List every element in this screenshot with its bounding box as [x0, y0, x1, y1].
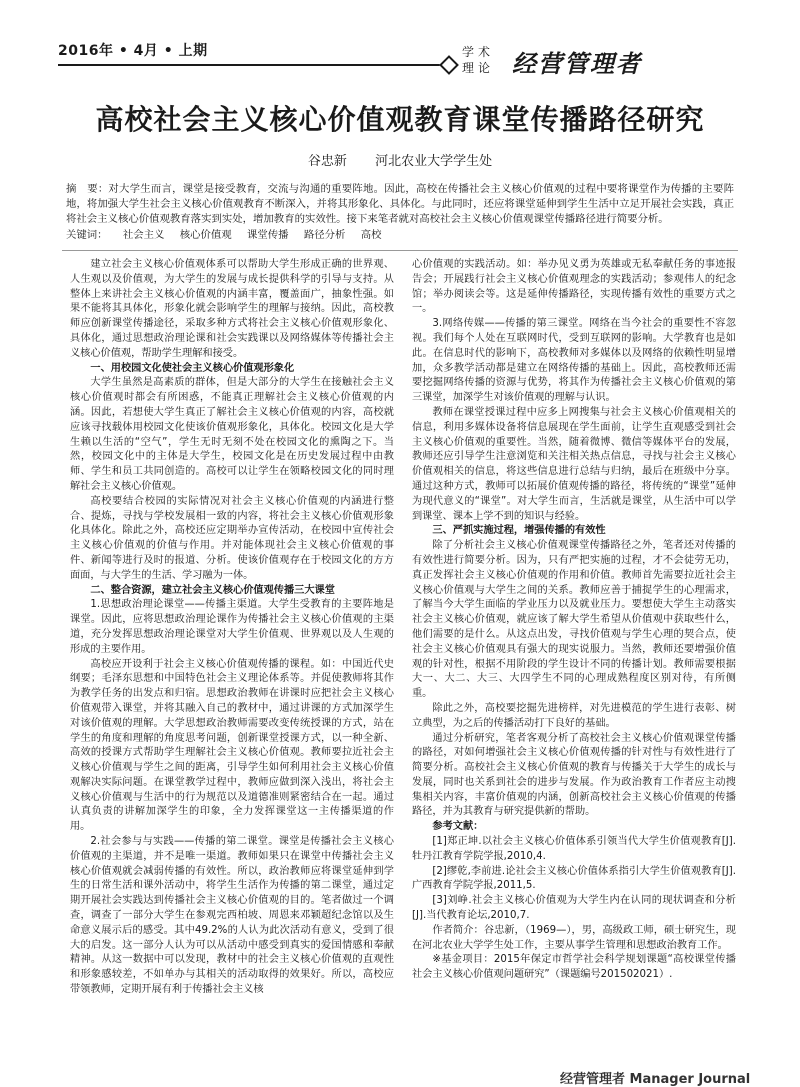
paragraph: 除此之外，高校要挖掘先进榜样，对先进模范的学生进行表彰、树立典型，为之后的传播活动打下良好的基础。: [412, 702, 736, 729]
keywords: [66, 228, 734, 243]
section-heading: 三、严抓实施过程，增强传播的有效性: [432, 525, 606, 537]
paragraph: 2.社会参与与实践——传播的第二课堂。课堂是传播社会主义核心价值观的主渠道，并不是唯一渠道。教师如果只在课堂中传播社会主义核心价值观就会减弱传播的有效性。所以，政治教师应将课堂延伸到学生的日常生活和课外活动中，将学生生活作为传播的第二课堂，通过定期开展社会实践达到传播社会主义核心价值观的目的。笔者做过一个调查，调查了一部分大学生在参观完西柏坡、周恩来邓颖超纪念馆以及生命意义展示后的感受。其中49.2%的人认为此次活动有意义，受到了很大的启发。这一部分人认为可以从活动中感受到真实的爱国情感和奉献精神。从这一数据中可以发现，教材中的社会主义核心价值观的直观性和形象感较差，不如单办与其相关的活动取得的效果好。所以，高校应带领教师，定期开展有利于传播社会主义核: [70, 836, 394, 996]
paragraph: 3.网络传媒——传播的第三课堂。网络在当今社会的重要性不容忽视。我们每个人处在互联网时代，受到互联网的影响。大学教育也是如此。在信息时代的影响下，高校教师对多媒体以及网络的依赖性明显增加，众多教学活动都是建立在网络传播的基础上。因此，高校教师还需要挖掘网络传播的资源与优势，将其作为传播社会主义核心价值观的第三课堂，加深学生对该价值观的理解与认识。: [412, 318, 736, 404]
body-column-left: [70, 258, 394, 998]
reference-item: [3]刘峥.社会主义核心价值观为大学生内在认同的现状调查和分析[J].当代教育论坛,2010,7.: [412, 895, 736, 922]
paragraph: 建立社会主义核心价值观体系可以帮助大学生形成正确的世界观、人生观以及价值观，为大学生的发展与成长提供科学的引导与支持。从整体上来讲社会主义核心价值观的内涵丰富，覆盖面广，抽象性强。如果不能将其具体化，形象化就会影响学生的理解与接纳。因此，高校教师应创新课堂传播途径，采取多种方式将社会主义核心价值观形象化、具体化，通过思想政治理论课和社会实践课以及网络媒体等传播社会主义核心价值观，帮助学生理解和接受。: [70, 259, 394, 359]
funding-note: ※基金项目：2015年保定市哲学社会科学规划课题“高校课堂传播社会主义核心价值观问题研究”（课题编号201502021）.: [412, 954, 736, 981]
section-heading: 一、用校园文化使社会主义核心价值观形象化: [90, 362, 295, 374]
paragraph: 高校要结合校园的实际情况对社会主义核心价值观的内涵进行整合、提炼，寻找与学校发展相一致的内容，将社会主义核心价值观形象化具体化。除此之外，高校还应定期举办宣传活动，在校园中宣传社会主义核心价值观的价值与作用。并对能体现社会主义核心价值观的事件、新闻等进行及时的报道、分析。使该价值观存在于校园文化的方方面面，与大学生的生活、学习融为一体。: [70, 495, 394, 581]
reference-item: [2]缪乾,李前进.论社会主义核心价值体系指引大学生价值观教育[J].广西教育学院学报,2011,5.: [412, 865, 736, 892]
paragraph: 1.思想政治理论课堂——传播主渠道。大学生受教育的主要阵地是课堂。因此，应将思想政治理论课作为传播社会主义核心价值观的主渠道，充分发挥思想政治理论课堂对大学生价值观、世界观以及人生观的形成的主要作用。: [70, 599, 394, 655]
author-affiliation: 河北农业大学学生处: [375, 154, 493, 169]
diamond-ornament-icon: [439, 55, 459, 75]
paragraph-continued: 心价值观的实践活动。如：举办见义勇为英雄或无私奉献任务的事迹报告会；开展践行社会主义核心价值观理念的实践活动；参观伟人的纪念馆；举办阅读会等。这是延伸传播路径，实现传播有效性的重要方式之一。: [412, 259, 736, 315]
header-rule: [58, 64, 442, 66]
author-line: [40, 150, 760, 169]
page-footer: 经营管理者 Manager Journal: [560, 1072, 751, 1087]
keywords-label: 关键词：: [66, 229, 108, 241]
body-column-right: [412, 258, 736, 983]
references-heading: 参考文献：: [432, 821, 484, 833]
keyword: 高校: [360, 229, 382, 241]
paragraph: 大学生虽然是高素质的群体，但是大部分的大学生在接触社会主义核心价值观时都会有所困惑，不能真正理解社会主义核心价值观的内涵。因此，若想使大学生真正了解社会主义核心价值观的内容，高校就应该寻找载体用校园文化使该价值观形象化，具体化。校园文化是大学生赖以生活的“空气”，学生无时无刻不处在校园文化的熏陶之下。当然，校园文化中的主体是大学生，校园文化是在历史发展过程中由教师、学生和员工共同创造的。高校可以让学生在领略校园文化的同时理解社会主义核心价值观。: [70, 377, 394, 492]
keyword: 课堂传播: [247, 229, 289, 241]
paragraph: 教师在课堂授课过程中应多上网搜集与社会主义核心价值观相关的信息，利用多媒体设备将信息展现在学生面前，让学生直观感受到社会主义核心价值观的重要性。当然，随着微博、微信等媒体平台的发展，教师还应引导学生注意浏览和关注相关热点信息，寻找与社会主义核心价值观相关的信息，将这些信息进行总结与归纳，最后在班级中分享。通过这种方式，教师可以拓展价值观传播的路径，将传统的“课堂”延伸为现代意义的“课堂”。对大学生而言，生活就是课堂，从生活中可以学到课堂、课本上学不到的知识与经验。: [412, 406, 736, 522]
keyword: 社会主义: [122, 229, 165, 241]
section-divider: [62, 250, 738, 251]
author-name: 谷忠新: [307, 154, 347, 169]
author-bio: 作者简介：谷忠新，（1969—），男，高级政工师，硕士研究生，现在河北农业大学学生处工作，主要从事学生管理和思想政治教育工作。: [412, 924, 736, 951]
keyword: 路径分析: [303, 229, 346, 241]
paragraph: 高校应开设利于社会主义核心价值观传播的课程。如：中国近代史纲要；毛泽东思想和中国特色社会主义理论体系等。并促使教师将其作为教学任务的出发点和归宿。思想政治教师在讲课时应把社会主义核心价值观带入课堂，并将其融入自己的教材中，通过讲课的方式加深学生对该价值观的理解。大学思想政治教师需要改变传统授课的方式，站在学生的角度和理解的角度思考问题，创新课堂授课方式，以一种全新、高效的授课方式帮助学生理解社会主义核心价值观。教师要拉近社会主义核心价值观与学生之间的距离，引导学生如何利用社会主义核心价值观解决实际问题。在课堂教学过程中，教师应做到深入浅出，将社会主义核心价值观与生活中的行为规范以及道德准则紧密结合在一起。通过认真负责的讲解加深学生的印象，全力发挥课堂这一主传播渠道的作用。: [70, 658, 394, 833]
journal-logo: 经营管理者: [512, 49, 642, 78]
article-title: 高校社会主义核心价值观教育课堂传播路径研究: [95, 103, 705, 136]
section-heading: 二、整合资源，建立社会主义核心价值观传播三大课堂: [90, 584, 335, 596]
keyword: 核心价值观: [179, 229, 232, 241]
abstract: 摘 要：对大学生而言，课堂是接受教育，交流与沟通的重要阵地。因此，高校在传播社会主义核心价值观的过程中要将课堂作为传播的主要阵地，将加强大学生社会主义核心价值观教育不断深入，并将其形象化、具体化。与此同时，还应将课堂延伸到学生生活中立足开展社会实践，真正将社会主义核心价值观教育落实到实处，增加教育的实效性。接下来笔者就对高校社会主义核心价值观课堂传播路径进行简要分析。: [66, 183, 734, 225]
paragraph: 通过分析研究，笔者客观分析了高校社会主义核心价值观课堂传播的路径，对如何增强社会主义核心价值观传播的针对性与有效性进行了简要分析。高校社会主义核心价值观的教育与传播关于大学生的成长与发展，同时也关系到社会的进步与发展。作为政治教育工作者应主动搜集相关内容，丰富价值观的内涵，创新高校社会主义核心价值观的传播路径，并为其教育与研究提供新的帮助。: [412, 732, 736, 818]
issue-date: 2016年 • 4月 • 上期: [58, 43, 208, 59]
paragraph: 除了分析社会主义核心价值观课堂传播路径之外，笔者还对传播的有效性进行简要分析。因为，只有严把实施的过程，才不会徒劳无功，真正发挥社会主义核心价值观的作用和价值。教师首先需要拉近社会主义核心价值观与大学生之间的关系。教师应善于捕捉学生的心理需求，了解当今大学生面临的学业压力以及就业压力。要想使大学生主动落实社会主义核心价值观，就应该了解大学生希望从价值观中获取些什么，他们需要的是什么。从这点出发，寻找价值观与学生心理的契合点，使社会主义核心价值观具有强大的现实说服力。当然，教师还要增强价值观的针对性，根据不用阶段的学生设计不同的传播计划。教师需要根据大一、大二、大三、大四学生不同的心理成熟程度区别对待，有所侧重。: [412, 540, 736, 700]
section-tag: 学术理论: [461, 45, 494, 75]
reference-item: [1]郑正坤.以社会主义核心价值体系引领当代大学生价值观教育[J].牡丹江教育学院学报,2010,4.: [412, 836, 736, 862]
page-header: [0, 0, 800, 90]
